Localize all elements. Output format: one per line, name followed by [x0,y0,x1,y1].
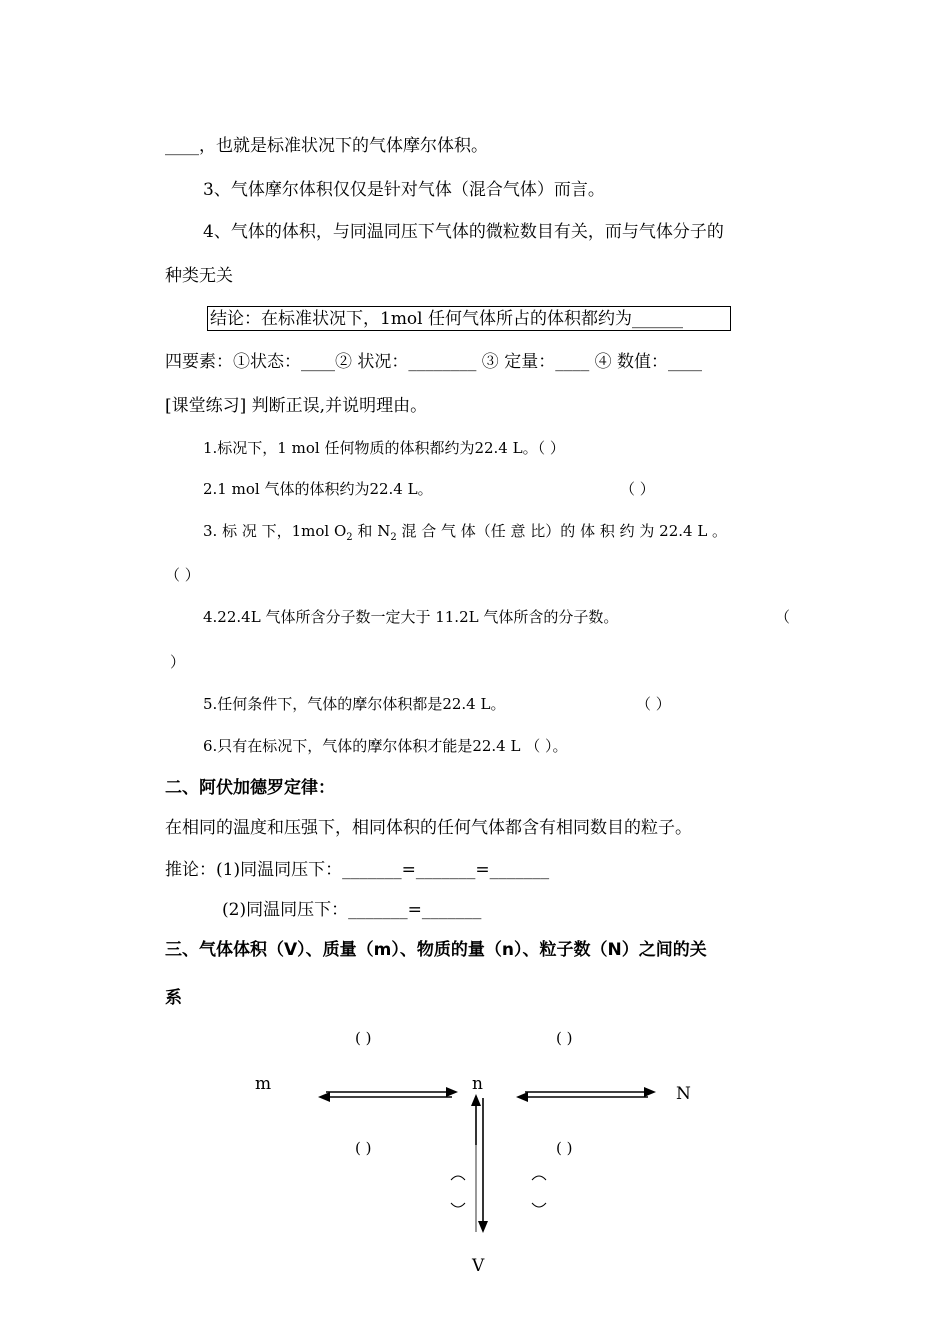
question-2: 2.1 mol 气体的体积约为22.4 L。 [203,480,433,498]
arrow-head [644,1087,656,1097]
question-3-part-c: 混 合 气 体（任 意 比）的 体 积 约 为 22.4 L 。 [396,522,728,540]
question-4-paren-open: （ [775,608,791,626]
subscript-2: 2 [346,532,353,543]
paren-right-bottom [532,1203,546,1207]
avogadro-law: 在相同的温度和压强下，相同体积的任何气体都含有相同数目的粒子。 [165,818,692,838]
paren-left-top [451,1176,465,1180]
question-3-part-b: 和 N [352,522,391,540]
question-3 [203,521,727,548]
question-6: 6.只有在标况下，气体的摩尔体积才能是22.4 L （ ）。 [203,737,568,755]
text-line-3: 4、气体的体积，与同温同压下气体的微粒数目有关，而与气体分子的 [203,222,724,242]
node-n: n [472,1074,483,1094]
question-3-paren: （ ） [165,566,200,584]
section-3-heading: 三、气体体积（V）、质量（m）、物质的量（n）、粒子数（N）之间的关 [165,940,707,960]
text-line-1: ____，也就是标准状况下的气体摩尔体积。 [165,136,488,156]
arrow-head [471,1094,481,1106]
node-N: N [676,1084,691,1104]
conclusion-text: 结论：在标准状况下，1mol 任何气体所占的体积都约为______ [210,309,684,329]
paren-bottom-right: ( ) [556,1139,573,1157]
question-4: 4.22.4L 气体所含分子数一定大于 11.2L 气体所含的分子数。 [203,608,619,626]
paren-top-left: ( ) [355,1029,372,1047]
question-4-paren-close: ） [170,653,186,671]
question-2-paren: （ ） [620,480,655,498]
node-m: m [255,1074,272,1094]
section-2-heading: 二、阿伏加德罗定律： [165,778,335,798]
arrow-head [478,1221,488,1233]
practice-title: [课堂练习] 判断正误,并说明理由。 [165,396,428,416]
four-elements: 四要素：①状态：____② 状况：________ ③ 定量：____ ④ 数值：____ [165,352,703,372]
arrow-head [446,1087,458,1097]
inference-1: 推论：(1)同温同压下：_______=_______=_______ [165,860,550,880]
paren-top-right: ( ) [556,1029,573,1047]
arrow-head [516,1092,528,1102]
node-V: V [472,1256,485,1276]
inference-2: (2)同温同压下：_______=_______ [222,900,482,920]
text-line-2: 3、气体摩尔体积仅仅是针对气体（混合气体）而言。 [203,180,605,200]
question-1: 1.标况下，1 mol 任何物质的体积都约为22.4 L。（ ） [203,439,565,457]
subscript-2: 2 [390,532,397,543]
paren-bottom-left: ( ) [355,1139,372,1157]
question-5: 5.任何条件下，气体的摩尔体积都是22.4 L。 [203,695,506,713]
arrow-head [318,1092,330,1102]
section-3-heading-cont: 系 [165,988,182,1008]
text-line-4: 种类无关 [165,266,233,286]
question-3-part-a: 3. 标 况 下，1mol O [203,522,347,540]
paren-right-top [532,1176,546,1180]
question-5-paren: （ ） [636,695,671,713]
paren-left-bottom [451,1203,465,1207]
